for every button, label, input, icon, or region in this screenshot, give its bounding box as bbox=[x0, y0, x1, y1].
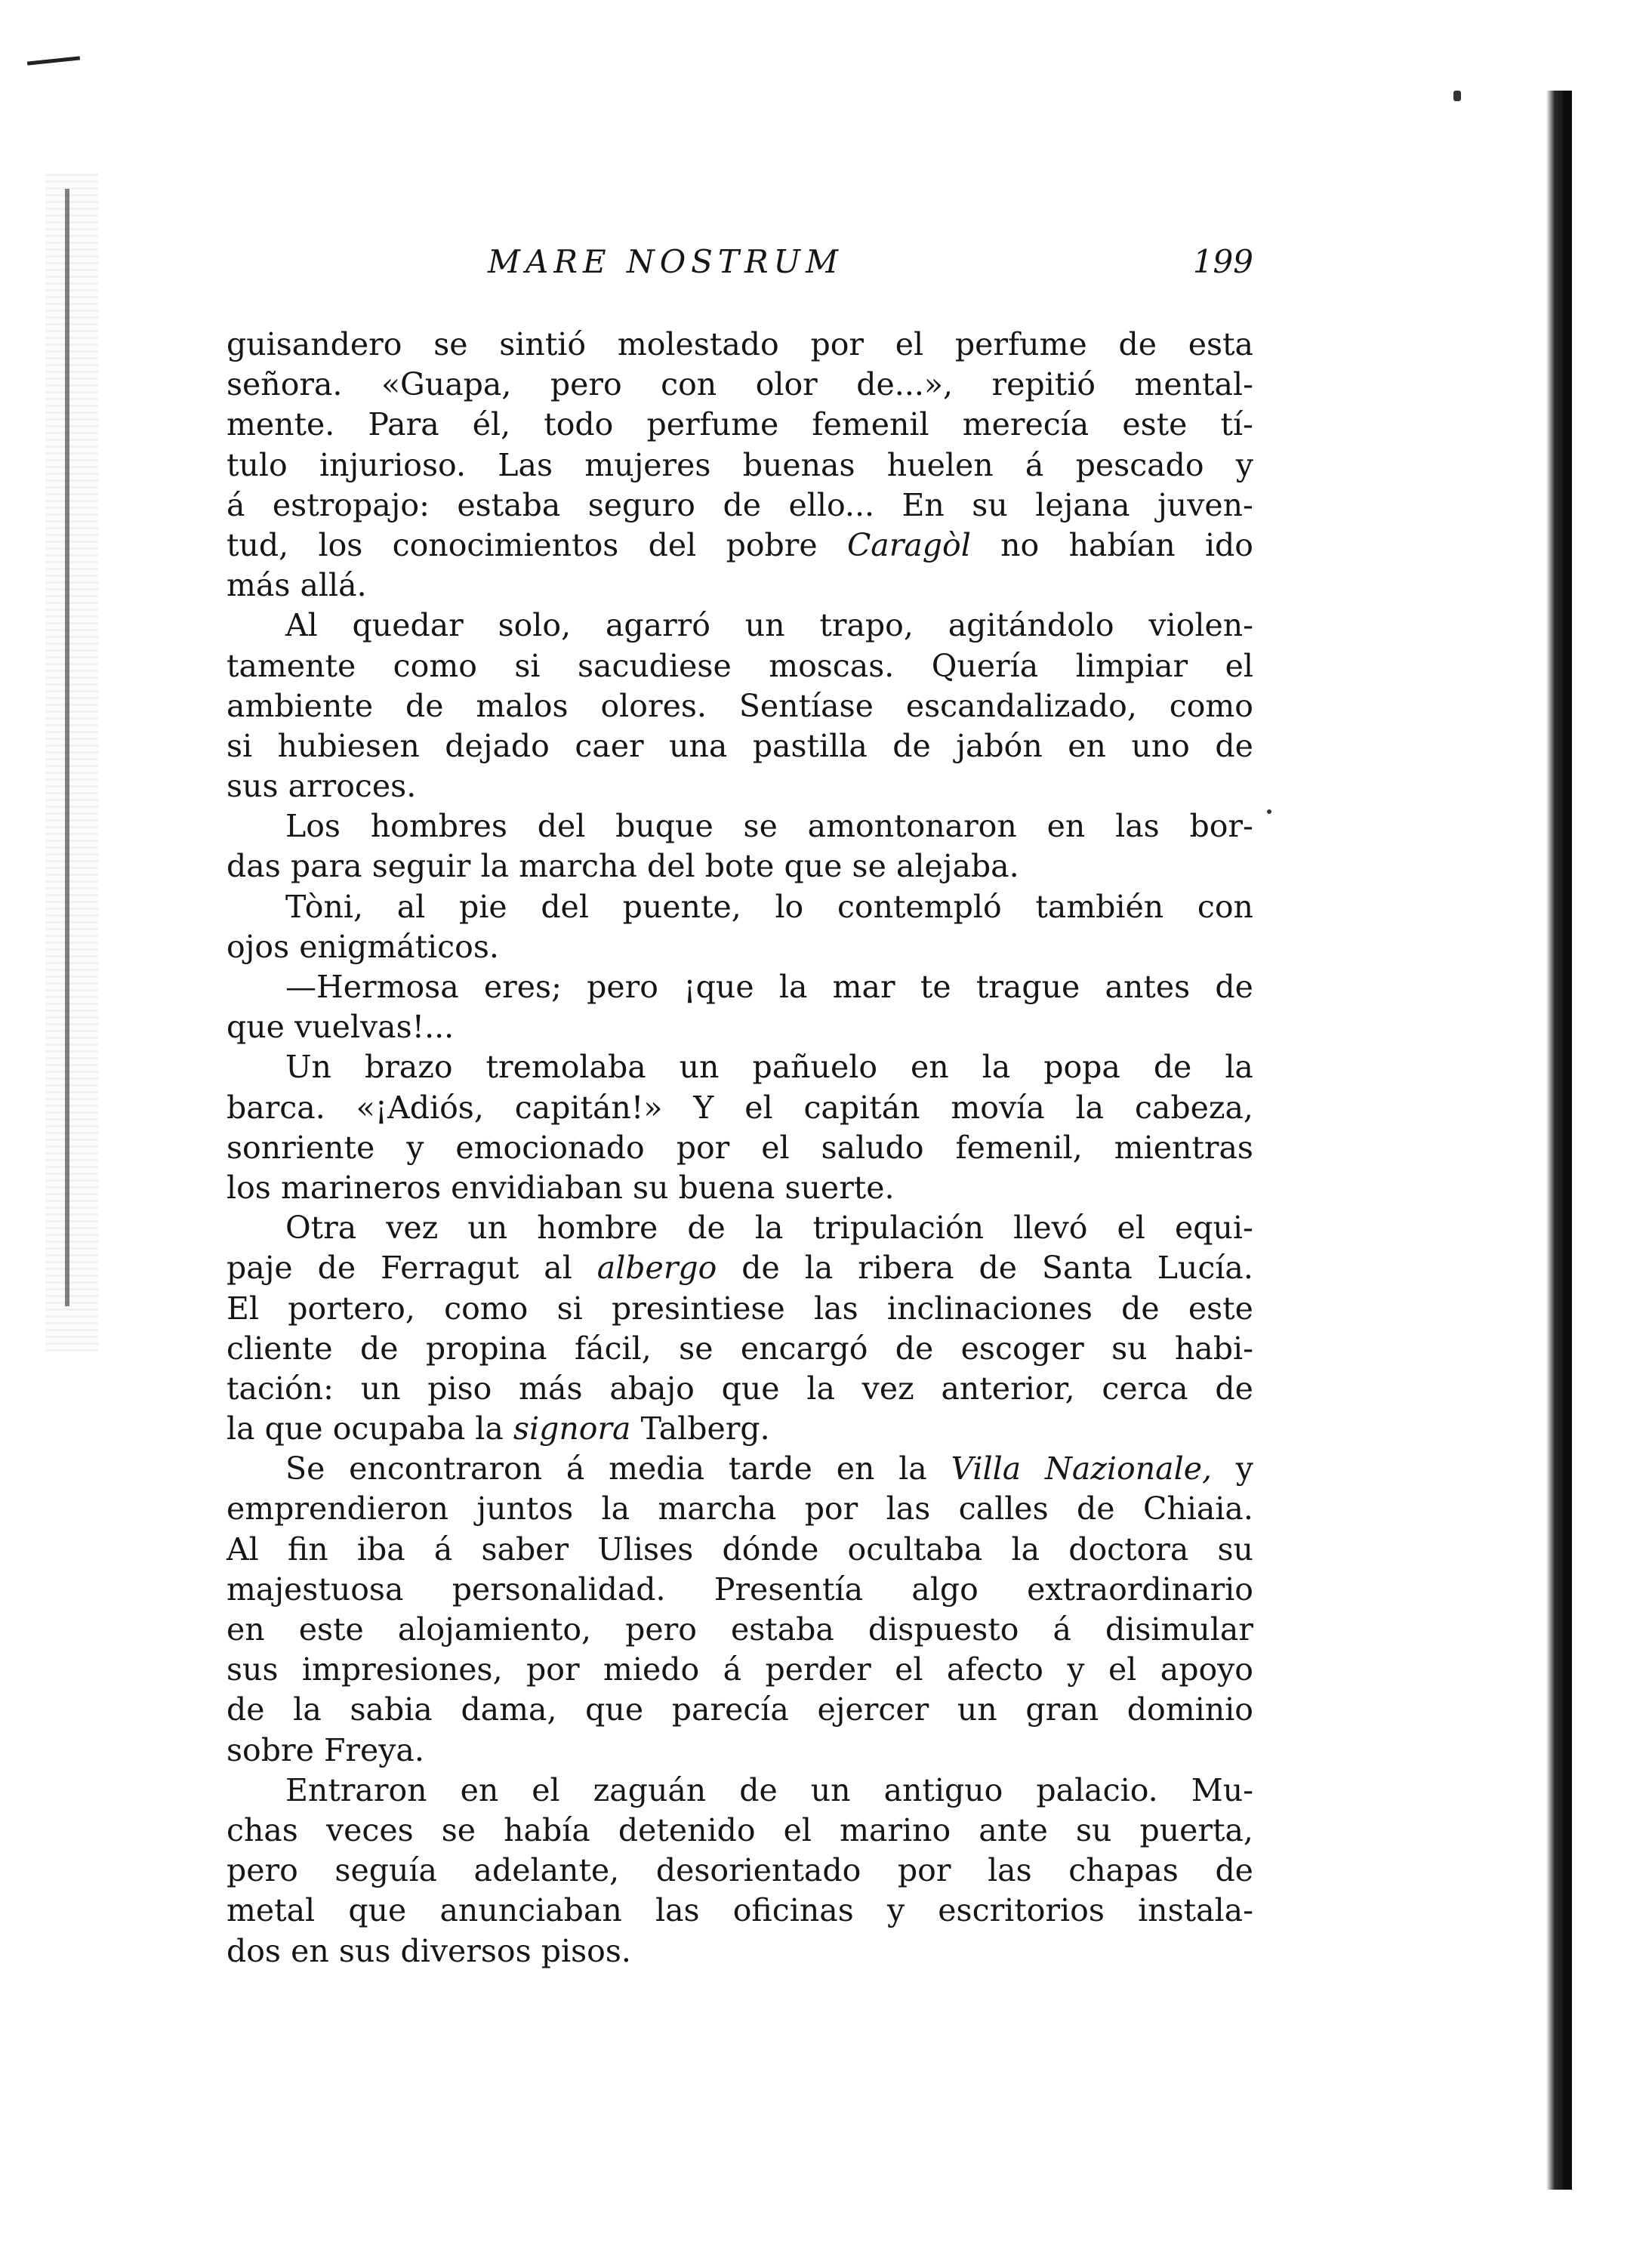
text-line: das para seguir la marcha del bote que se alejaba. bbox=[227, 848, 1019, 885]
text-line: en este alojamiento, pero estaba dispuesto á disimular bbox=[227, 1611, 1253, 1648]
text-line: sobre Freya. bbox=[227, 1731, 424, 1768]
text-line: de la sabia dama, que parecía ejercer un gran dominio bbox=[227, 1691, 1253, 1728]
text-line: —Hermosa eres; pero ¡que la mar te trague antes de bbox=[285, 969, 1253, 1005]
text-line: emprendieron juntos la marcha por las calles de Chiaia. bbox=[227, 1490, 1253, 1527]
text-line: más allá. bbox=[227, 567, 367, 604]
text-line: tulo injurioso. Las mujeres buenas huelen á pescado y bbox=[227, 446, 1253, 483]
text-line: sonriente y emocionado por el saludo femenil, mientras bbox=[227, 1129, 1253, 1166]
ink-speck bbox=[1453, 91, 1461, 101]
text-line: barca. «¡Adiós, capitán!» Y el capitán movía la cabeza, bbox=[227, 1089, 1253, 1126]
text-line: paje de Ferragut al albergo de la ribera de Santa Lucía. bbox=[227, 1250, 1253, 1287]
text-line: ojos enigmáticos. bbox=[227, 928, 499, 965]
text-line: á estropajo: estaba seguro de ello... En su lejana juven- bbox=[227, 486, 1253, 523]
text-line: sus arroces. bbox=[227, 768, 417, 805]
text-line: tud, los conocimientos del pobre Caragòl no habían ido bbox=[227, 526, 1253, 563]
text-line: Un brazo tremolaba un pañuelo en la popa de la bbox=[285, 1049, 1253, 1086]
text-line: la que ocupaba la signora Talberg. bbox=[227, 1410, 770, 1447]
page-number: 199 bbox=[1192, 243, 1253, 280]
text-line: pero seguía adelante, desorientado por las chapas de bbox=[227, 1852, 1253, 1889]
text-line: Al quedar solo, agarró un trapo, agitándolo violen- bbox=[285, 607, 1253, 644]
text-line: Otra vez un hombre de la tripulación llevó el equi- bbox=[285, 1210, 1253, 1247]
text-line: mente. Para él, todo perfume femenil merecía este tí- bbox=[227, 406, 1253, 443]
text-line: Se encontraron á media tarde en la Villa Nazionale, y bbox=[285, 1450, 1253, 1487]
text-line: dos en sus diversos pisos. bbox=[227, 1932, 631, 1969]
text-line: Tòni, al pie del puente, lo contempló también con bbox=[285, 888, 1253, 925]
binding-shadow bbox=[45, 174, 98, 1352]
binding-mark bbox=[27, 56, 80, 65]
text-line: El portero, como si presintiese las inclinaciones de este bbox=[227, 1290, 1253, 1327]
text-line: que vuelvas!... bbox=[227, 1009, 455, 1046]
text-line: majestuosa personalidad. Presentía algo extraordinario bbox=[227, 1571, 1253, 1608]
binding-line bbox=[65, 189, 69, 1306]
text-line: Entraron en el zaguán de un antiguo palacio. Mu- bbox=[285, 1771, 1253, 1808]
text-line: los marineros envidiaban su buena suerte. bbox=[227, 1169, 895, 1206]
body-text bbox=[227, 325, 1253, 1971]
text-line: cliente de propina fácil, se encargó de escoger su habi- bbox=[227, 1330, 1253, 1367]
page-edge bbox=[1563, 91, 1572, 2190]
running-header bbox=[227, 243, 1253, 288]
text-line: si hubiesen dejado caer una pastilla de jabón en uno de bbox=[227, 727, 1253, 764]
text-line: ambiente de malos olores. Sentíase escandalizado, como bbox=[227, 687, 1253, 724]
text-line: sus impresiones, por miedo á perder el afecto y el apoyo bbox=[227, 1651, 1253, 1688]
text-line: señora. «Guapa, pero con olor de...», repitió mental- bbox=[227, 366, 1253, 403]
ink-dot bbox=[1267, 809, 1271, 814]
text-line: Los hombres del buque se amontonaron en las bor- bbox=[285, 808, 1253, 845]
text-line: chas veces se había detenido el marino ante su puerta, bbox=[227, 1811, 1253, 1848]
text-line: Al fin iba á saber Ulises dónde ocultaba la doctora su bbox=[227, 1530, 1253, 1567]
running-title: MARE NOSTRUM bbox=[488, 243, 843, 280]
text-line: metal que anunciaban las oficinas y escritorios instala- bbox=[227, 1892, 1253, 1929]
text-line: tamente como si sacudiese moscas. Quería limpiar el bbox=[227, 647, 1253, 684]
text-line: guisandero se sintió molestado por el perfume de esta bbox=[227, 326, 1253, 362]
text-line: tación: un piso más abajo que la vez anterior, cerca de bbox=[227, 1370, 1253, 1407]
